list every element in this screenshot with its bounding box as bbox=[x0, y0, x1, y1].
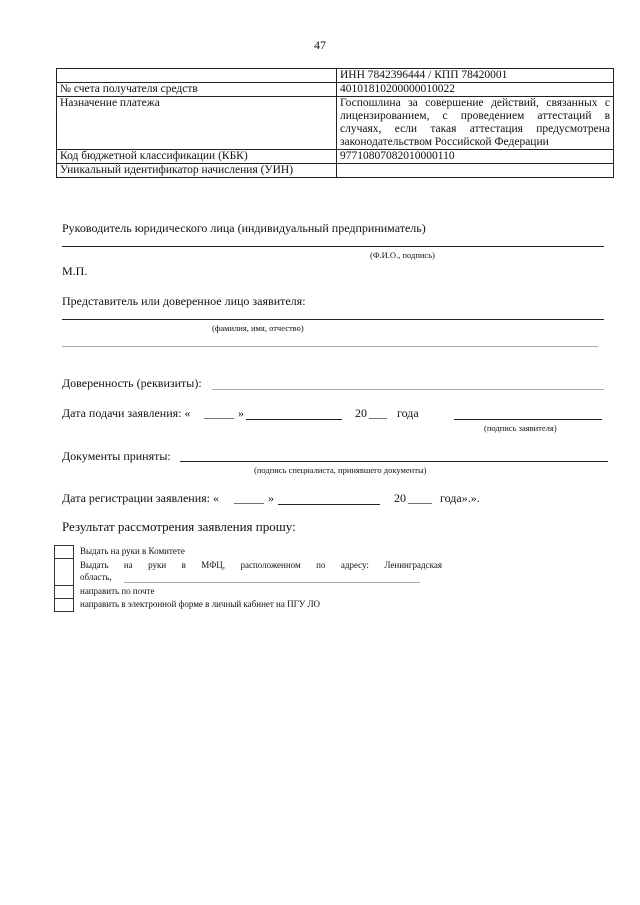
submit-year-prefix: 20 bbox=[355, 406, 367, 420]
table-cell-value: 40101810200000010022 bbox=[337, 83, 614, 97]
representative-hint: (фамилия, имя, отчество) bbox=[212, 323, 304, 333]
poa-label: Доверенность (реквизиты): bbox=[62, 376, 202, 390]
table-cell-value: Госпошлина за совершение действий, связанных с лицензированием, с проведением аттестаций в случаях, если такая аттестация предусмотрена законодательством Российской Федерации bbox=[337, 97, 614, 150]
submit-year-blank[interactable]: ___ bbox=[369, 406, 387, 420]
option-committee-label: Выдать на руки в Комитете bbox=[80, 546, 185, 556]
docs-accepted-label: Документы приняты: bbox=[62, 449, 171, 463]
reg-close-quote: » bbox=[268, 491, 274, 505]
applicant-signature-line[interactable] bbox=[454, 419, 602, 420]
head-label: Руководитель юридического лица (индивидуальный предприниматель) bbox=[62, 221, 426, 235]
table-cell-value: ИНН 7842396444 / КПП 78420001 bbox=[337, 69, 614, 83]
submit-year-word: года bbox=[397, 406, 419, 420]
table-row bbox=[57, 164, 614, 178]
submit-month-line[interactable] bbox=[246, 419, 342, 420]
reg-year-blank[interactable]: ____ bbox=[408, 491, 432, 505]
applicant-signature-hint: (подпись заявителя) bbox=[484, 423, 557, 433]
table-row bbox=[57, 97, 614, 150]
reg-month-line[interactable] bbox=[278, 504, 380, 505]
head-signature-line[interactable] bbox=[62, 246, 604, 247]
table-row bbox=[57, 83, 614, 97]
table-row bbox=[57, 69, 614, 83]
table-cell-value: 97710807082010000110 bbox=[337, 150, 614, 164]
stamp-label: М.П. bbox=[62, 264, 88, 278]
table-cell-label: № счета получателя средств bbox=[57, 83, 337, 97]
page-number: 47 bbox=[314, 38, 326, 52]
submit-date-label: Дата подачи заявления: « bbox=[62, 406, 191, 420]
reg-year-word: года».». bbox=[440, 491, 480, 505]
docs-accepted-line[interactable] bbox=[180, 461, 608, 462]
representative-name-line[interactable] bbox=[62, 319, 604, 320]
representative-extra-line[interactable] bbox=[62, 346, 598, 347]
reg-day-blank[interactable]: _____ bbox=[234, 491, 264, 505]
option-mfc-label: Выдать на руки в МФЦ, расположенном по адресу: Ленинградская bbox=[80, 560, 442, 570]
submit-close-quote: » bbox=[238, 406, 244, 420]
checkbox-option-electronic[interactable] bbox=[54, 598, 74, 612]
poa-line[interactable] bbox=[212, 389, 604, 390]
reg-date-label: Дата регистрации заявления: « bbox=[62, 491, 220, 505]
result-title: Результат рассмотрения заявления прошу: bbox=[62, 519, 296, 534]
checkbox-option-mfc[interactable] bbox=[54, 558, 74, 586]
checkbox-option-mail[interactable] bbox=[54, 585, 74, 599]
table-cell-label: Код бюджетной классификации (КБК) bbox=[57, 150, 337, 164]
checkbox-option-committee[interactable] bbox=[54, 545, 74, 559]
mfc-address-line[interactable] bbox=[124, 582, 420, 583]
docs-accepted-hint: (подпись специалиста, принявшего документы) bbox=[254, 465, 427, 475]
head-signature-hint: (Ф.И.О., подпись) bbox=[370, 250, 435, 260]
payment-details-table bbox=[56, 68, 614, 178]
table-cell-label bbox=[57, 69, 337, 83]
table-cell-label: Назначение платежа bbox=[57, 97, 337, 150]
table-cell-label: Уникальный идентификатор начисления (УИН) bbox=[57, 164, 337, 178]
table-cell-value bbox=[337, 164, 614, 178]
representative-label: Представитель или доверенное лицо заявителя: bbox=[62, 294, 306, 308]
table-row bbox=[57, 150, 614, 164]
reg-year-prefix: 20 bbox=[394, 491, 406, 505]
submit-day-blank[interactable]: _____ bbox=[204, 406, 234, 420]
option-electronic-label: направить в электронной форме в личный кабинет на ПГУ ЛО bbox=[80, 599, 321, 609]
option-mail-label: направить по почте bbox=[80, 586, 155, 596]
option-mfc-region: область, bbox=[80, 572, 112, 582]
